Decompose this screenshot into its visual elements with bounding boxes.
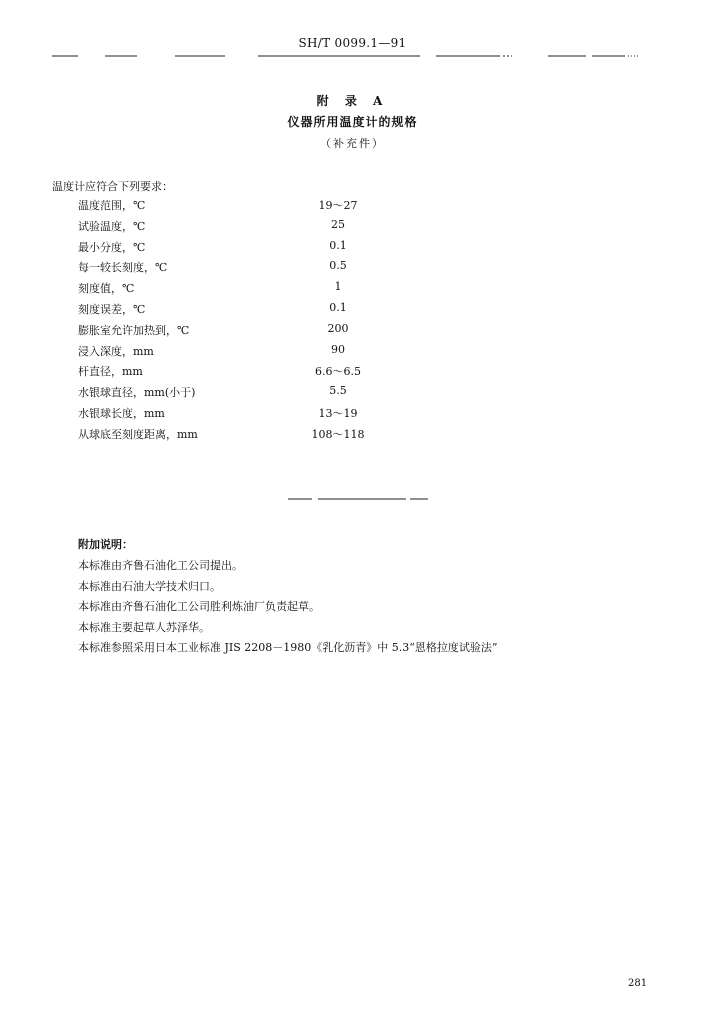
spec-row	[78, 322, 458, 343]
spec-value: 1	[334, 280, 342, 294]
spec-value: 6.6～6.5	[315, 365, 361, 379]
spec-row	[78, 363, 458, 384]
note-line: 本标准由石油大学技术归口。	[78, 579, 221, 593]
spec-label: 试验温度，℃	[78, 219, 146, 233]
header-rule	[0, 54, 705, 58]
note-line: 本标准由齐鲁石油化工公司胜利炼油厂负责起草。	[78, 600, 320, 613]
spec-value: 200	[327, 321, 349, 335]
spec-value: 5.5	[329, 384, 347, 398]
spec-label: 温度范围，℃	[78, 199, 146, 212]
spec-value: 25	[331, 217, 345, 231]
spec-value: 0.1	[329, 300, 347, 314]
spec-value: 19～27	[318, 199, 358, 212]
note-line: 本标准参照采用日本工业标准 JIS 2208－1980《乳化沥青》中 5.3“恩格拉度试验法”	[78, 641, 498, 654]
spec-label: 刻度值，℃	[78, 282, 135, 296]
appendix-title: 附 录 A	[316, 94, 389, 108]
spec-value: 90	[331, 342, 345, 356]
spec-row	[78, 301, 458, 322]
spec-row	[78, 259, 458, 280]
standard-code: SH/T 0099.1—91	[298, 36, 407, 50]
spec-label: 水银球长度，mm	[78, 406, 165, 420]
spec-label: 每一较长刻度，℃	[78, 261, 168, 275]
spec-row	[78, 280, 458, 301]
spec-row	[78, 218, 458, 239]
end-of-appendix-rule	[288, 497, 428, 501]
spec-row	[78, 384, 458, 405]
spec-value: 13～19	[318, 406, 358, 420]
spec-row	[78, 239, 458, 260]
notes-heading: 附加说明：	[78, 538, 133, 551]
spec-label: 浸入深度，mm	[78, 344, 154, 358]
spec-label: 刻度误差，℃	[78, 302, 146, 316]
spec-row	[78, 426, 458, 447]
spec-label: 水银球直径，mm(小于)	[78, 386, 196, 400]
spec-intro: 温度计应符合下列要求：	[52, 180, 173, 193]
notes-list	[78, 557, 678, 660]
spec-row	[78, 343, 458, 364]
spec-label: 杆直径，mm	[78, 365, 143, 379]
spec-value: 0.5	[329, 259, 347, 273]
spec-label: 最小分度，℃	[78, 240, 146, 254]
spec-label: 从球底至刻度距离，mm	[78, 427, 198, 441]
spec-list	[78, 197, 458, 447]
appendix-note: （补充件）	[320, 137, 385, 150]
spec-row	[78, 405, 458, 426]
spec-value: 108～118	[311, 427, 365, 441]
spec-row	[78, 197, 458, 218]
note-line: 本标准主要起草人苏泽华。	[78, 620, 210, 634]
page-number: 281	[628, 978, 648, 989]
spec-label: 膨胀室允许加热到，℃	[78, 323, 190, 337]
spec-value: 0.1	[329, 238, 347, 252]
note-line: 本标准由齐鲁石油化工公司提出。	[78, 559, 243, 572]
appendix-subtitle: 仪器所用温度计的规格	[287, 115, 418, 129]
